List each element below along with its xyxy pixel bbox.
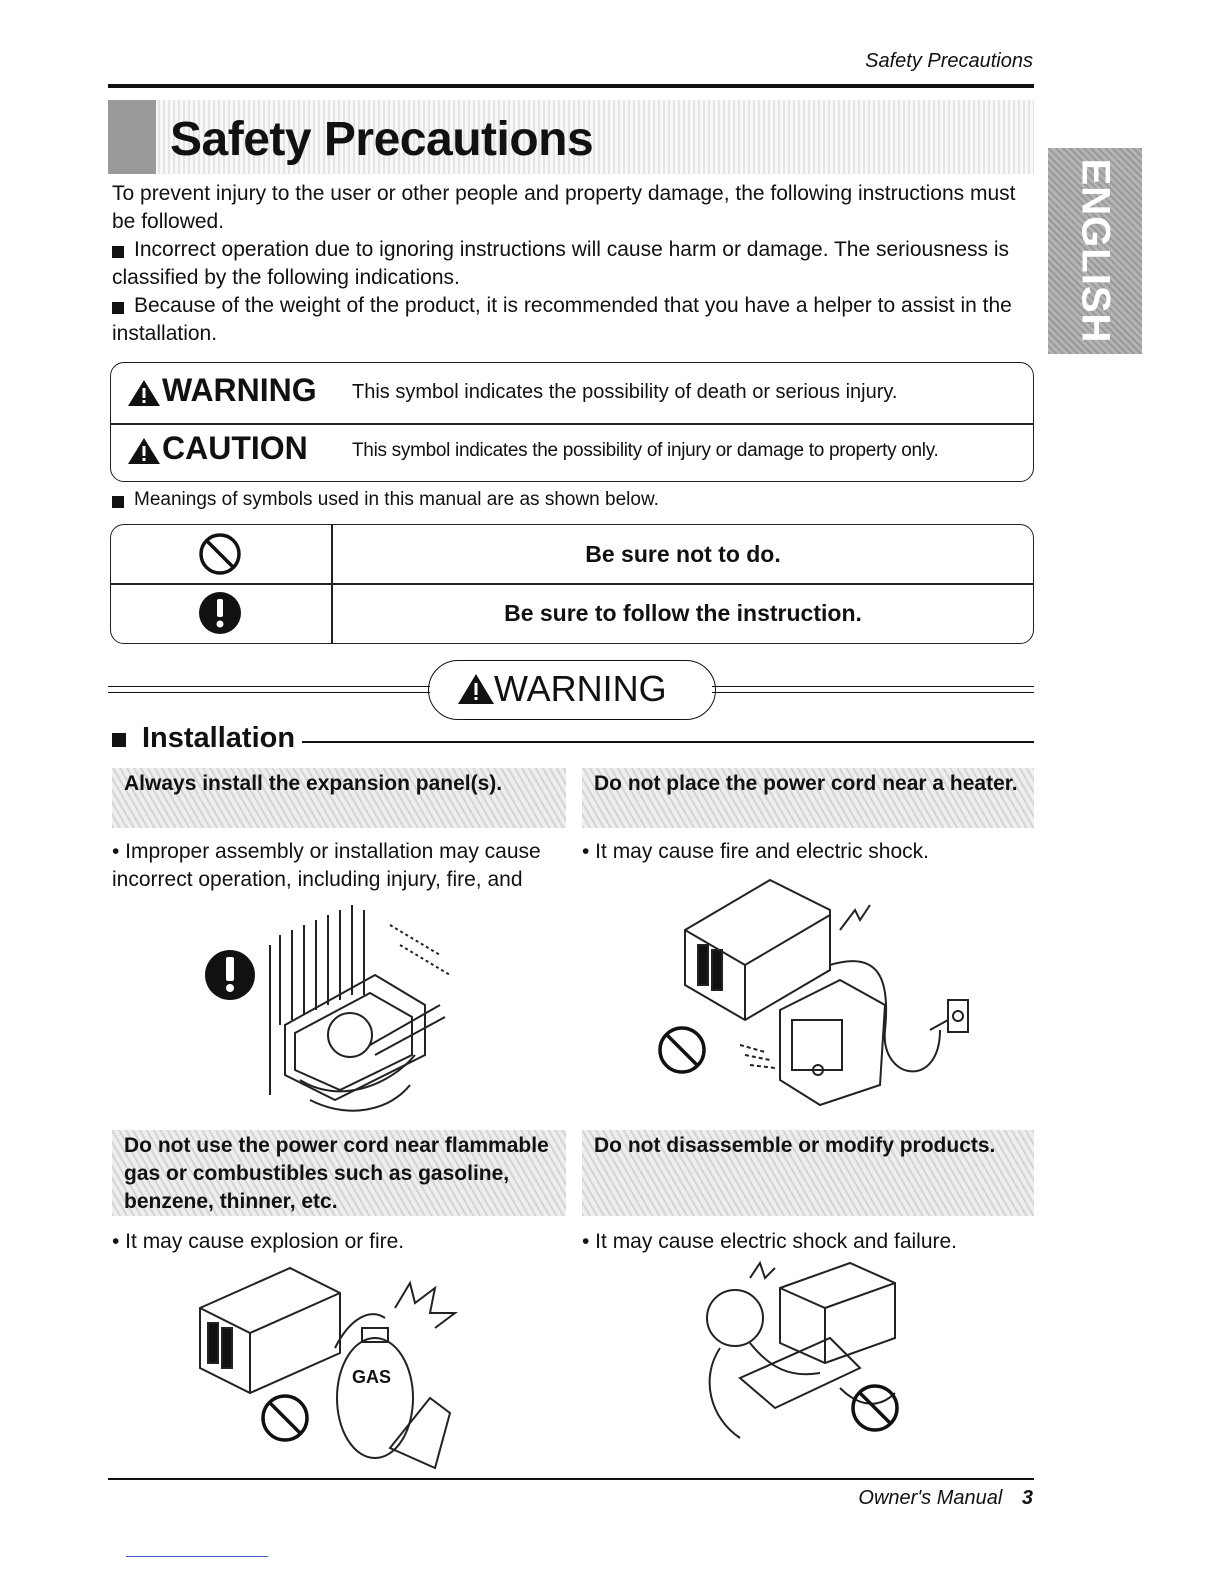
header-rule bbox=[108, 84, 1034, 88]
section-rule-left bbox=[108, 686, 430, 693]
bullet-marker bbox=[112, 733, 126, 747]
card-title: Do not disassemble or modify products. bbox=[594, 1134, 996, 1157]
warning-section-title: WARNING bbox=[494, 668, 667, 709]
mandatory-icon bbox=[197, 590, 243, 636]
symbols-row bbox=[111, 525, 1033, 583]
installation-rule bbox=[302, 741, 1034, 743]
prohibition-icon bbox=[197, 531, 243, 577]
intro-bullet-2: Because of the weight of the product, it is recommended that you have a helper to assist in the installation. bbox=[112, 294, 1012, 345]
card-title-bar bbox=[582, 768, 1034, 828]
bottom-link-rule bbox=[126, 1556, 268, 1557]
card-title: Do not place the power cord near a heater. bbox=[594, 772, 1018, 795]
bullet-marker bbox=[112, 495, 124, 513]
card-description: • It may cause explosion or fire. bbox=[112, 1230, 405, 1253]
warning-triangle-icon bbox=[456, 672, 496, 706]
disassembly-illustration bbox=[680, 1258, 940, 1448]
page-number: 3 bbox=[1021, 1487, 1033, 1509]
card-description: • It may cause fire and electric shock. bbox=[582, 840, 929, 863]
card-title: Always install the expansion panel(s). bbox=[124, 772, 503, 795]
warning-description: This symbol indicates the possibility of death or serious injury. bbox=[352, 381, 898, 403]
gas-cylinder-illustration bbox=[190, 1258, 470, 1478]
symbols-intro: Meanings of symbols used in this manual are as shown below. bbox=[134, 489, 659, 510]
section-rule-right bbox=[712, 686, 1034, 693]
language-tab-label: ENGLISH bbox=[1073, 158, 1118, 344]
bullet-marker bbox=[112, 301, 124, 319]
footer-manual: Owner's Manual bbox=[858, 1487, 1003, 1509]
footer-rule bbox=[108, 1478, 1034, 1480]
warning-triangle-icon bbox=[126, 378, 162, 408]
card-title-bar bbox=[582, 1130, 1034, 1216]
symbol-meaning: Be sure not to do. bbox=[585, 541, 781, 567]
intro-paragraph: To prevent injury to the user or other people and property damage, the following instructions must be followed. bbox=[112, 182, 1016, 233]
warning-label: WARNING bbox=[162, 372, 317, 408]
intro-bullet-1: Incorrect operation due to ignoring instructions will cause harm or damage. The seriousness is classified by the following indications. bbox=[112, 238, 1010, 289]
hazard-divider bbox=[111, 423, 1033, 425]
symbol-meaning: Be sure to follow the instruction. bbox=[504, 600, 862, 626]
symbols-table bbox=[110, 524, 1034, 644]
card-description: • It may cause electric shock and failure. bbox=[582, 1230, 958, 1253]
card-description: • Improper assembly or installation may cause incorrect operation, including injury, fire, and bbox=[112, 840, 541, 891]
caution-description: This symbol indicates the possibility of injury or damage to property only. bbox=[352, 440, 939, 461]
heater-cord-illustration bbox=[640, 870, 980, 1110]
card-title: Do not use the power cord near flammable gas or combustibles such as gasoline, benzene, thinner, etc. bbox=[124, 1134, 549, 1213]
card-title-bar bbox=[112, 768, 566, 828]
caution-label: CAUTION bbox=[162, 430, 308, 466]
card-title-bar bbox=[112, 1130, 566, 1216]
footer bbox=[0, 1487, 1033, 1510]
running-header: Safety Precautions bbox=[865, 50, 1033, 72]
page-title: Safety Precautions bbox=[170, 113, 594, 166]
symbols-row bbox=[111, 584, 1033, 642]
installation-heading: Installation bbox=[142, 722, 296, 754]
expansion-panel-illustration bbox=[200, 905, 460, 1115]
title-banner-block bbox=[108, 100, 156, 174]
gas-label: GAS bbox=[352, 1367, 392, 1387]
caution-triangle-icon bbox=[126, 436, 162, 466]
language-tab bbox=[1048, 148, 1142, 354]
